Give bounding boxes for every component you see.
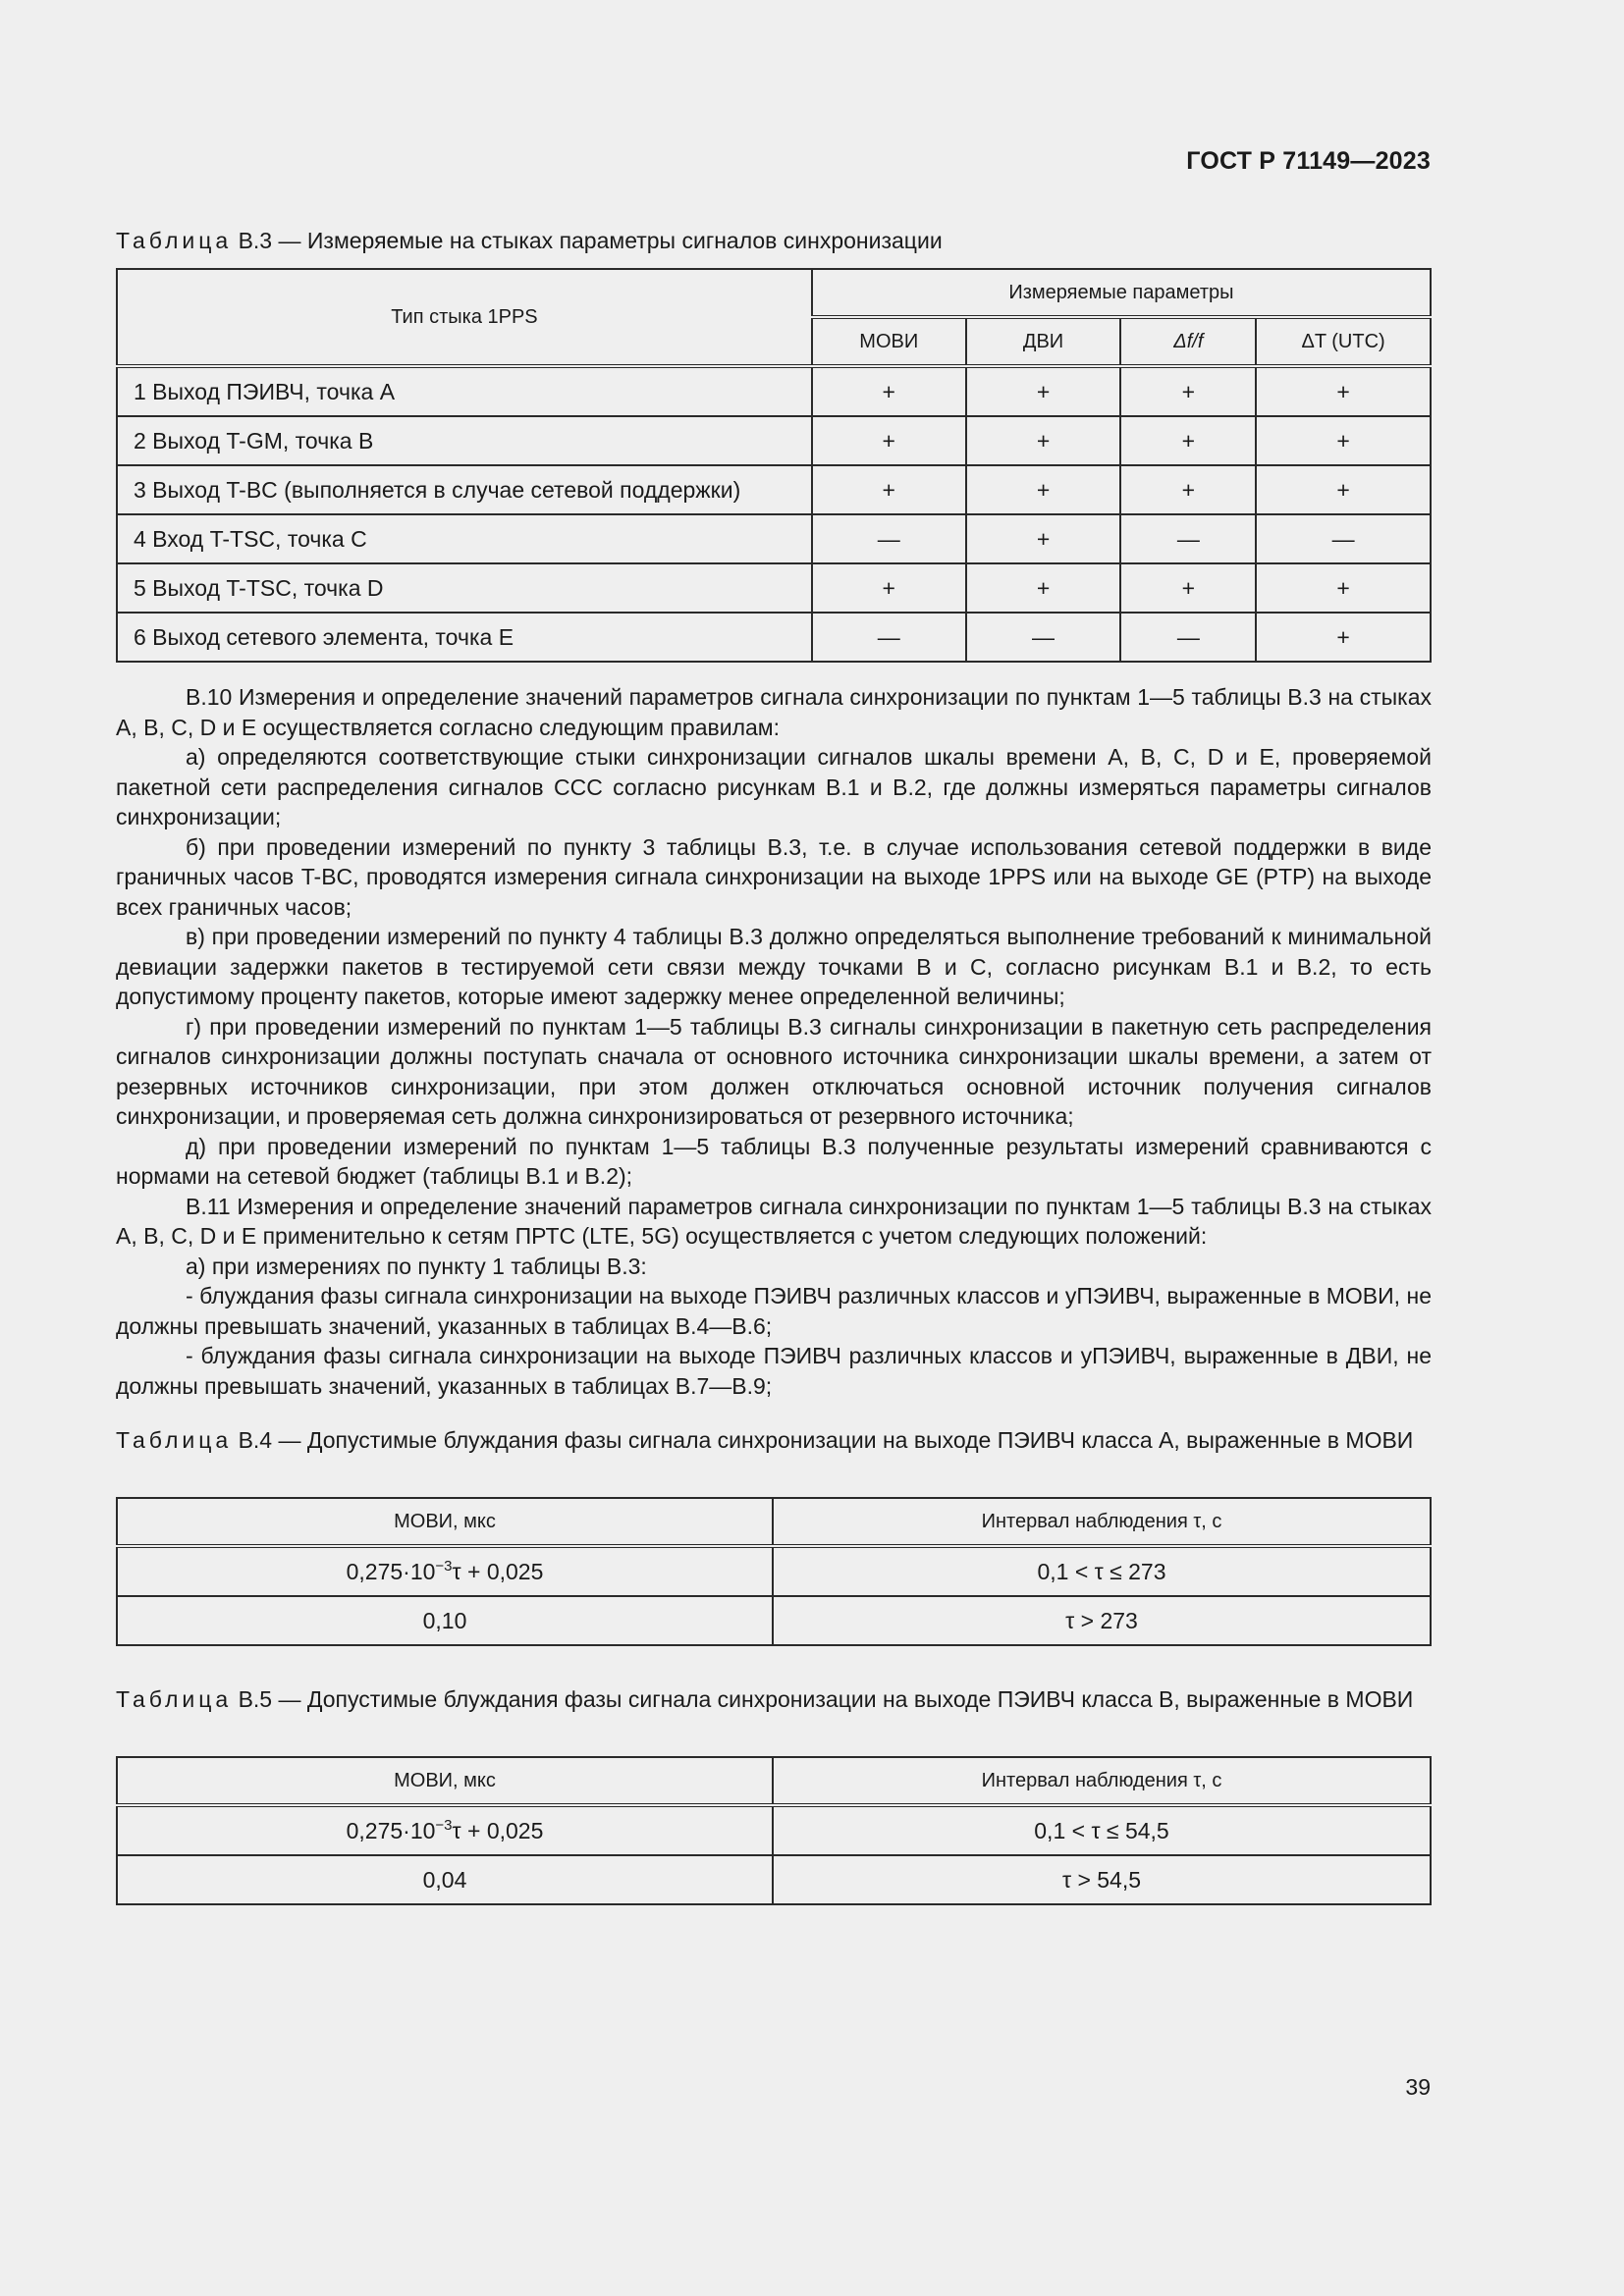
table-row bbox=[117, 465, 1431, 514]
parameter-cell: + bbox=[812, 465, 966, 514]
formula-tail: τ + 0,025 bbox=[452, 1817, 544, 1843]
table-caption-prefix: Таблица bbox=[116, 1686, 233, 1712]
column-header-dt-utc: ΔT (UTC) bbox=[1256, 317, 1431, 366]
body-text bbox=[116, 682, 1432, 1401]
body-paragraph: - блуждания фазы сигнала синхронизации на выходе ПЭИВЧ различных классов и уПЭИВЧ, выраженные в МОВИ, не должны превышать значений, указанных в таблицах В.4—В.6; bbox=[116, 1283, 1432, 1339]
formula-exponent: −3 bbox=[435, 1557, 453, 1575]
table-row bbox=[117, 514, 1431, 563]
parameter-cell: — bbox=[1120, 514, 1256, 563]
body-paragraph: В.10 Измерения и определение значений параметров сигнала синхронизации по пунктам 1—5 таблицы В.3 на стыках A, B, C, D и E осуществляется согласно следующим правилам: bbox=[116, 684, 1432, 740]
table-caption-text: В.5 — Допустимые блуждания фазы сигнала синхронизации на выходе ПЭИВЧ класса В, выраженные в МОВИ bbox=[238, 1686, 1414, 1712]
parameter-cell: + bbox=[1120, 563, 1256, 613]
body-paragraph: в) при проведении измерений по пункту 4 таблицы В.3 должно определяться выполнение требований к минимальной девиации задержки пакетов в тестируемой сети связи между точками В и С, согласно рисункам В.1 и В.2, то есть допустимому проценту пакетов, которые имеют задержку менее определенной величины; bbox=[116, 924, 1432, 1009]
body-paragraph: б) при проведении измерений по пункту 3 таблицы В.3, т.е. в случае использования сетевой поддержки в виде граничных часов T-BC, проводятся измерения сигнала синхронизации на выходе 1PPS или на выходе GE (PTP) на выходе всех граничных часов; bbox=[116, 833, 1432, 920]
parameter-cell: — bbox=[1256, 514, 1431, 563]
interface-name-cell: 6 Выход сетевого элемента, точка Е bbox=[117, 613, 812, 662]
table-caption-text: В.4 — Допустимые блуждания фазы сигнала синхронизации на выходе ПЭИВЧ класса А, выраженные в МОВИ bbox=[238, 1427, 1414, 1453]
parameter-cell: — bbox=[966, 613, 1121, 662]
parameter-cell: + bbox=[966, 416, 1121, 465]
body-paragraph: а) определяются соответствующие стыки синхронизации сигналов шкалы времени A, B, C, D и E, проверяемой пакетной сети распределения сигналов ССС согласно рисункам В.1 и В.2, где должны измеряться параметры сигналов синхронизации; bbox=[116, 744, 1432, 829]
column-header-movi: МОВИ, мкс bbox=[117, 1757, 773, 1805]
table-caption-text: В.3 — Измеряемые на стыках параметры сигналов синхронизации bbox=[238, 228, 943, 253]
column-group-header: Измеряемые параметры bbox=[812, 269, 1431, 317]
column-header-movi: МОВИ bbox=[812, 317, 966, 366]
column-header-interval: Интервал наблюдения τ, с bbox=[773, 1498, 1431, 1546]
parameter-cell: + bbox=[1120, 465, 1256, 514]
formula-cell bbox=[117, 1805, 773, 1855]
parameter-cell: + bbox=[1256, 613, 1431, 662]
table-row bbox=[117, 366, 1431, 416]
parameter-cell: + bbox=[1256, 366, 1431, 416]
page-number: 39 bbox=[1405, 2074, 1431, 2100]
body-paragraph: д) при проведении измерений по пунктам 1—5 таблицы В.3 полученные результаты измерений сравниваются с нормами на сетевой бюджет (таблицы В.1 и В.2); bbox=[116, 1133, 1432, 1189]
interval-cell: 0,1 < τ ≤ 273 bbox=[773, 1546, 1431, 1596]
value-cell: 0,04 bbox=[117, 1855, 773, 1904]
parameter-cell: + bbox=[966, 366, 1121, 416]
parameter-cell: + bbox=[1120, 366, 1256, 416]
formula-exponent: −3 bbox=[435, 1816, 453, 1834]
value-cell: 0,10 bbox=[117, 1596, 773, 1645]
column-header-interface-type: Тип стыка 1PPS bbox=[117, 269, 812, 366]
interface-name-cell: 5 Выход T-TSC, точка D bbox=[117, 563, 812, 613]
parameter-cell: + bbox=[966, 563, 1121, 613]
interface-name-cell: 2 Выход T-GM, точка В bbox=[117, 416, 812, 465]
table-caption-prefix: Таблица bbox=[116, 1427, 233, 1453]
table-row bbox=[117, 613, 1431, 662]
parameter-cell: + bbox=[1256, 563, 1431, 613]
body-paragraph: В.11 Измерения и определение значений параметров сигнала синхронизации по пунктам 1—5 таблицы В.3 на стыках A, B, C, D и E применительно к сетям ПРТС (LTE, 5G) осуществляется с учетом следующих положений: bbox=[116, 1193, 1432, 1249]
column-header-interval: Интервал наблюдения τ, с bbox=[773, 1757, 1431, 1805]
interval-cell: τ > 54,5 bbox=[773, 1855, 1431, 1904]
column-header-movi: МОВИ, мкс bbox=[117, 1498, 773, 1546]
formula-mantissa: 0,275·10 bbox=[346, 1817, 436, 1843]
interface-name-cell: 4 Вход T-TSC, точка С bbox=[117, 514, 812, 563]
parameter-cell: + bbox=[966, 465, 1121, 514]
document-code: ГОСТ Р 71149—2023 bbox=[1186, 147, 1431, 175]
table-caption-prefix: Таблица bbox=[116, 228, 233, 253]
interface-name-cell: 1 Выход ПЭИВЧ, точка А bbox=[117, 366, 812, 416]
table-b3 bbox=[116, 268, 1432, 663]
table-b5 bbox=[116, 1756, 1432, 1905]
body-paragraph: а) при измерениях по пункту 1 таблицы В.3: bbox=[186, 1253, 647, 1279]
interval-cell: 0,1 < τ ≤ 54,5 bbox=[773, 1805, 1431, 1855]
table-b4-caption bbox=[116, 1425, 1432, 1455]
table-row bbox=[117, 416, 1431, 465]
interface-name-cell: 3 Выход T-BC (выполняется в случае сетевой поддержки) bbox=[117, 465, 812, 514]
parameter-cell: + bbox=[966, 514, 1121, 563]
table-row bbox=[117, 563, 1431, 613]
body-paragraph: г) при проведении измерений по пунктам 1—5 таблицы В.3 сигналы синхронизации в пакетную сеть распределения сигналов синхронизации должны поступать сначала от основного источника синхронизации шкалы времени, а затем от резервных источников синхронизации, при этом должен отключаться основной источник получения сигналов синхронизации, и проверяемая сеть должна синхронизироваться от резервного источника; bbox=[116, 1013, 1432, 1129]
parameter-cell: — bbox=[812, 514, 966, 563]
formula-mantissa: 0,275·10 bbox=[346, 1558, 436, 1584]
parameter-cell: + bbox=[1256, 416, 1431, 465]
table-b4 bbox=[116, 1497, 1432, 1646]
column-header-df-f: Δf/f bbox=[1120, 317, 1256, 366]
parameter-cell: + bbox=[812, 366, 966, 416]
interval-cell: τ > 273 bbox=[773, 1596, 1431, 1645]
parameter-cell: + bbox=[812, 563, 966, 613]
formula-cell bbox=[117, 1546, 773, 1596]
column-header-dvi: ДВИ bbox=[966, 317, 1121, 366]
parameter-cell: + bbox=[1120, 416, 1256, 465]
parameter-cell: + bbox=[812, 416, 966, 465]
formula-tail: τ + 0,025 bbox=[452, 1558, 544, 1584]
parameter-cell: — bbox=[1120, 613, 1256, 662]
parameter-cell: — bbox=[812, 613, 966, 662]
body-paragraph: - блуждания фазы сигнала синхронизации на выходе ПЭИВЧ различных классов и уПЭИВЧ, выраженные в ДВИ, не должны превышать значений, указанных в таблицах В.7—В.9; bbox=[116, 1343, 1432, 1399]
table-b3-caption bbox=[116, 226, 1432, 255]
parameter-cell: + bbox=[1256, 465, 1431, 514]
table-b5-caption bbox=[116, 1684, 1432, 1714]
